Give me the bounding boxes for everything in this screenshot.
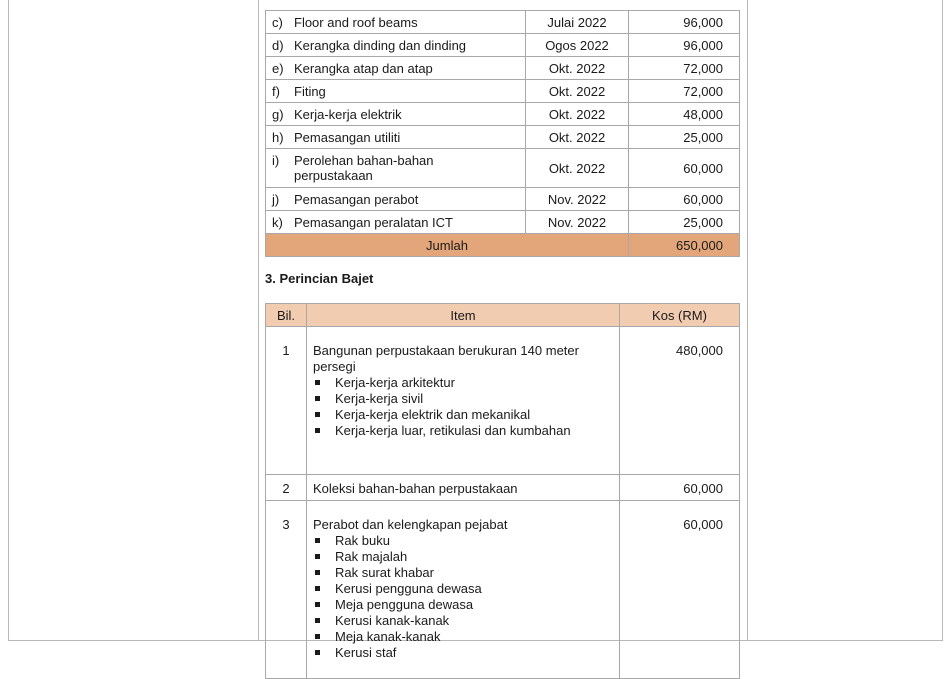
item-cell <box>307 475 620 501</box>
header-item: Item <box>307 304 620 327</box>
table-row <box>266 501 740 679</box>
bullet-icon <box>315 412 320 417</box>
total-row <box>266 234 740 257</box>
row-number: 1 <box>266 327 307 475</box>
bullet-icon <box>315 396 320 401</box>
table-row <box>266 327 740 475</box>
item-cell <box>307 327 620 475</box>
item-cost: 60,000 <box>620 475 740 501</box>
total-amount: 650,000 <box>629 234 740 257</box>
list-item: Kerusi kanak-kanak <box>335 613 618 629</box>
row-description: Floor and roof beams <box>294 14 418 30</box>
table-row <box>266 211 740 234</box>
budget-table <box>265 303 740 679</box>
row-label: e) <box>272 60 284 76</box>
row-amount: 72,000 <box>629 57 740 80</box>
table-row <box>266 57 740 80</box>
row-label: f) <box>272 83 280 99</box>
list-item: Rak buku <box>335 533 618 549</box>
row-label: g) <box>272 106 284 122</box>
bullet-icon <box>315 538 320 543</box>
item-title: Bangunan perpustakaan berukuran 140 meter persegi <box>313 343 579 374</box>
table-row <box>266 149 740 188</box>
table-row <box>266 475 740 501</box>
row-label: k) <box>272 214 283 230</box>
row-date: Okt. 2022 <box>526 57 629 80</box>
row-date: Nov. 2022 <box>526 188 629 211</box>
list-item: Kerusi pengguna dewasa <box>335 581 618 597</box>
row-date: Okt. 2022 <box>526 103 629 126</box>
table-header-row <box>266 304 740 327</box>
row-description: Perolehan bahan-bahan perpustakaan <box>294 153 434 183</box>
table-row <box>266 34 740 57</box>
row-date: Okt. 2022 <box>526 149 629 188</box>
row-date: Julai 2022 <box>526 11 629 34</box>
item-title: Perabot dan kelengkapan pejabat <box>313 517 508 532</box>
row-date: Okt. 2022 <box>526 80 629 103</box>
row-label: d) <box>272 37 284 53</box>
row-label: i) <box>272 153 280 168</box>
row-amount: 60,000 <box>629 188 740 211</box>
bullet-icon <box>315 570 320 575</box>
table-row <box>266 126 740 149</box>
row-date: Okt. 2022 <box>526 126 629 149</box>
list-item: Rak majalah <box>335 549 618 565</box>
list-item: Kerja-kerja elektrik dan mekanikal <box>335 407 618 423</box>
schedule-table <box>265 10 740 257</box>
bullet-icon <box>315 634 320 639</box>
bullet-icon <box>315 380 320 385</box>
row-amount: 60,000 <box>629 149 740 188</box>
table-row <box>266 80 740 103</box>
row-description: Pemasangan utiliti <box>294 129 401 145</box>
table-row <box>266 103 740 126</box>
item-cost: 60,000 <box>620 501 740 679</box>
row-amount: 48,000 <box>629 103 740 126</box>
item-bullet-list <box>313 533 618 661</box>
row-amount: 25,000 <box>629 126 740 149</box>
row-description: Kerja-kerja elektrik <box>294 106 402 122</box>
table-row <box>266 11 740 34</box>
row-date: Nov. 2022 <box>526 211 629 234</box>
list-item: Meja pengguna dewasa <box>335 597 618 613</box>
item-bullet-list <box>313 375 618 439</box>
row-description: Pemasangan perabot <box>294 191 419 207</box>
bullet-icon <box>315 618 320 623</box>
item-cell <box>307 501 620 679</box>
row-description: Kerangka dinding dan dinding <box>294 37 467 53</box>
row-description: Fiting <box>294 83 326 99</box>
list-item: Kerusi staf <box>335 645 618 661</box>
column-divider-left <box>258 0 259 641</box>
table-row <box>266 188 740 211</box>
row-description: Pemasangan peralatan ICT <box>294 214 453 230</box>
row-label: j) <box>272 191 280 207</box>
row-label: h) <box>272 129 284 145</box>
row-amount: 96,000 <box>629 34 740 57</box>
column-divider-right <box>747 0 748 641</box>
item-title: Koleksi bahan-bahan perpustakaan <box>313 480 518 496</box>
row-label: c) <box>272 14 283 30</box>
bullet-icon <box>315 428 320 433</box>
list-item: Meja kanak-kanak <box>335 629 618 645</box>
row-amount: 25,000 <box>629 211 740 234</box>
bullet-icon <box>315 554 320 559</box>
total-label: Jumlah <box>266 234 629 257</box>
header-cost: Kos (RM) <box>620 304 740 327</box>
list-item: Kerja-kerja arkitektur <box>335 375 618 391</box>
list-item: Kerja-kerja luar, retikulasi dan kumbahan <box>335 423 618 439</box>
list-item: Rak surat khabar <box>335 565 618 581</box>
bullet-icon <box>315 586 320 591</box>
row-number: 3 <box>266 501 307 679</box>
item-cost: 480,000 <box>620 327 740 475</box>
row-date: Ogos 2022 <box>526 34 629 57</box>
row-description: Kerangka atap dan atap <box>294 60 433 76</box>
list-item: Kerja-kerja sivil <box>335 391 618 407</box>
row-amount: 96,000 <box>629 11 740 34</box>
bullet-icon <box>315 602 320 607</box>
row-amount: 72,000 <box>629 80 740 103</box>
section-heading: 3. Perincian Bajet <box>265 271 374 286</box>
header-bil: Bil. <box>266 304 307 327</box>
row-number: 2 <box>266 475 307 501</box>
